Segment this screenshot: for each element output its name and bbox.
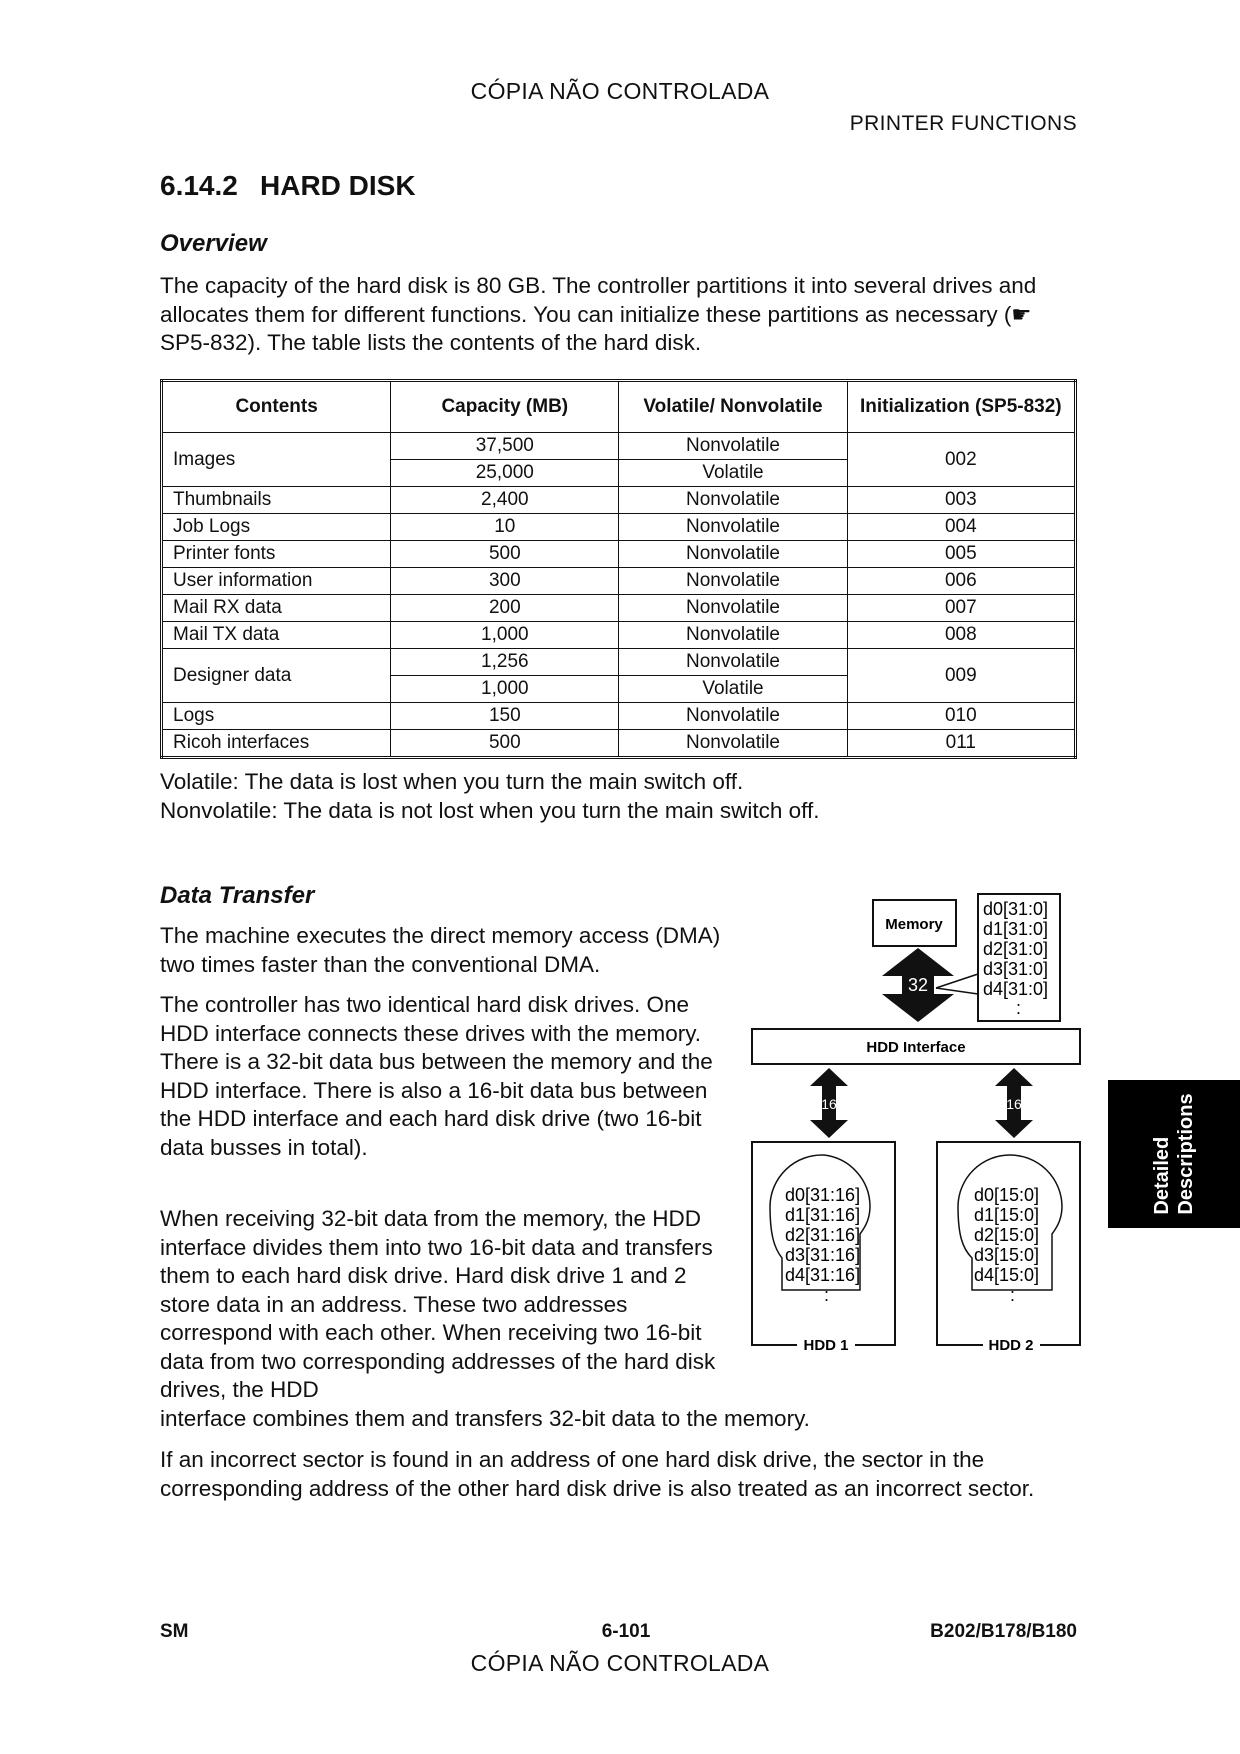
cell-init: 004 [847, 514, 1075, 541]
cell-init: 010 [847, 703, 1075, 730]
cell-capacity: 1,256 [391, 649, 619, 676]
running-header: PRINTER FUNCTIONS [849, 112, 1077, 135]
data-transfer-paragraph-4: If an incorrect sector is found in an address of one hard disk drive, the sector in the corresponding address of the other hard disk drive is also treated as an incorrect sector. [160, 1447, 1035, 1501]
note-nonvolatile: Nonvolatile: The data is not lost when you turn the main switch off. [160, 798, 820, 823]
diagram-svg [740, 888, 1090, 1368]
header-volatility: Volatile/ Nonvolatile [619, 381, 847, 433]
cell-init: 011 [847, 730, 1075, 758]
table-row [162, 568, 1076, 595]
side-tab-label: Detailed Descriptions [1151, 1093, 1197, 1215]
bus-16-hdd2-label: 16 [1006, 1096, 1022, 1112]
data-transfer-paragraph-2: The controller has two identical hard disk drives. One HDD interface connects these drives with the memory. There is a 32-bit data bus between the memory and the HDD interface. There is also a 16-bit data bus between the HDD interface and each hard disk drive (two 16-bit data busses in total). [160, 992, 713, 1160]
cell-contents: Thumbnails [162, 487, 391, 514]
table-row [162, 622, 1076, 649]
cell-capacity: 200 [391, 595, 619, 622]
cell-capacity: 500 [391, 730, 619, 758]
cell-volatility: Nonvolatile [619, 595, 847, 622]
table-row [162, 649, 1076, 676]
overview-heading: Overview [160, 230, 267, 257]
cell-init: 009 [847, 649, 1075, 703]
overview-paragraph: The capacity of the hard disk is 80 GB. The controller partitions it into several drives and allocates them for different functions. You can initialize these partitions as necessary (☛ SP5-832). The table lists the contents of the hard disk. [160, 273, 1037, 355]
bus-16-hdd1-label: 16 [821, 1096, 837, 1112]
table-row [162, 433, 1076, 460]
note-volatile: Volatile: The data is lost when you turn the main switch off. [160, 769, 744, 794]
data-transfer-heading: Data Transfer [160, 882, 315, 909]
footer-left: SM [160, 1621, 189, 1642]
table-row [162, 514, 1076, 541]
cell-capacity: 25,000 [391, 460, 619, 487]
cell-contents: Printer fonts [162, 541, 391, 568]
bus-32-label: 32 [907, 975, 929, 995]
cell-capacity: 1,000 [391, 622, 619, 649]
cell-volatility: Nonvolatile [619, 622, 847, 649]
section-number: 6.14.2 [160, 170, 238, 201]
cell-contents: Designer data [162, 649, 391, 703]
section-title-text: HARD DISK [260, 170, 416, 201]
cell-volatility: Nonvolatile [619, 541, 847, 568]
cell-volatility: Nonvolatile [619, 514, 847, 541]
hdd1-label: HDD 1 [803, 1337, 849, 1354]
data-transfer-paragraph-1: The machine executes the direct memory access (DMA) two times faster than the conventional DMA. [160, 923, 721, 977]
memory-label: Memory [885, 916, 943, 933]
footer-page-number: 6-101 [601, 1621, 651, 1642]
cell-init: 003 [847, 487, 1075, 514]
section-title [160, 170, 416, 202]
hdd2-words: d0[15:0] d1[15:0] d2[15:0] d3[15:0] d4[15:0] : [974, 1185, 1040, 1305]
cell-volatility: Volatile [619, 676, 847, 703]
watermark-top: CÓPIA NÃO CONTROLADA [470, 78, 770, 104]
table-row [162, 487, 1076, 514]
cell-contents: Job Logs [162, 514, 391, 541]
hdd-data-transfer-diagram [740, 888, 1090, 1368]
cell-contents: User information [162, 568, 391, 595]
cell-contents: Mail TX data [162, 622, 391, 649]
cell-init: 008 [847, 622, 1075, 649]
header-capacity: Capacity (MB) [391, 381, 619, 433]
side-tab-detailed-descriptions [1108, 1080, 1240, 1228]
data-transfer-paragraph-3-end: interface combines them and transfers 32-bit data to the memory. [160, 1406, 810, 1431]
hdd-interface-label: HDD Interface [866, 1039, 966, 1056]
cell-volatility: Nonvolatile [619, 487, 847, 514]
data-transfer-paragraph-3: When receiving 32-bit data from the memory, the HDD interface divides them into two 16-bit data and transfers them to each hard disk drive. Hard disk drive 1 and 2 store data in an address. These two addresses correspond with each other. When receiving two 16-bit data from two corresponding addresses of the hard disk drives, the HDD [160, 1206, 716, 1402]
header-contents: Contents [162, 381, 391, 433]
cell-volatility: Nonvolatile [619, 433, 847, 460]
cell-contents: Mail RX data [162, 595, 391, 622]
cell-volatility: Nonvolatile [619, 649, 847, 676]
table-row [162, 541, 1076, 568]
cell-contents: Images [162, 433, 391, 487]
cell-capacity: 10 [391, 514, 619, 541]
header-initialization: Initialization (SP5-832) [847, 381, 1075, 433]
cell-init: 006 [847, 568, 1075, 595]
memory-words: d0[31:0] d1[31:0] d2[31:0] d3[31:0] d4[31:0] : [983, 899, 1049, 1018]
table-header-row [162, 381, 1076, 433]
cell-volatility: Nonvolatile [619, 703, 847, 730]
footer-right: B202/B178/B180 [930, 1621, 1077, 1642]
cell-capacity: 1,000 [391, 676, 619, 703]
hdd1-words: d0[31:16] d1[31:16] d2[31:16] d3[31:16] d4[31:16] : [785, 1185, 861, 1305]
cell-volatility: Nonvolatile [619, 568, 847, 595]
table-row [162, 595, 1076, 622]
cell-contents: Logs [162, 703, 391, 730]
cell-contents: Ricoh interfaces [162, 730, 391, 758]
cell-volatility: Volatile [619, 460, 847, 487]
hdd2-label: HDD 2 [988, 1337, 1034, 1354]
table-row [162, 730, 1076, 758]
hard-disk-contents-table [160, 379, 1077, 759]
cell-init: 007 [847, 595, 1075, 622]
cell-capacity: 37,500 [391, 433, 619, 460]
cell-init: 005 [847, 541, 1075, 568]
cell-capacity: 2,400 [391, 487, 619, 514]
table-row [162, 703, 1076, 730]
cell-volatility: Nonvolatile [619, 730, 847, 758]
watermark-bottom: CÓPIA NÃO CONTROLADA [470, 1650, 770, 1676]
cell-init: 002 [847, 433, 1075, 487]
cell-capacity: 500 [391, 541, 619, 568]
cell-capacity: 300 [391, 568, 619, 595]
cell-capacity: 150 [391, 703, 619, 730]
